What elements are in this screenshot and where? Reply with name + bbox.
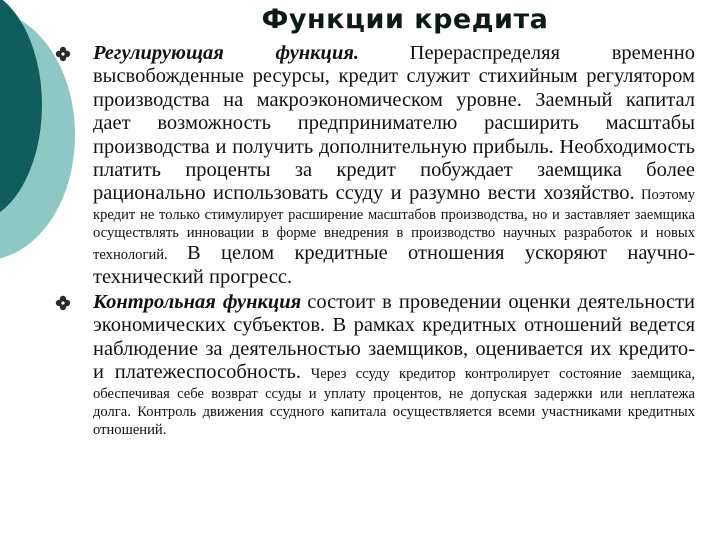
text-control-small: Через ссуду кредитор контролирует состояние заемщика, обеспечивая себе возврат ссуды и уплату процентов, не допуская задержки или неплатежа долга. Контроль движения ссудного капитала осуществляется всеми участниками кредитных отношений. — [93, 366, 695, 439]
bullet-icon — [55, 295, 71, 311]
content-list — [55, 42, 695, 439]
bullet-icon — [55, 46, 71, 62]
text-regulating-small: Поэтому кредит не только стимулирует расширение масштабов производства, но и заставляет заемщика осуществлять инновации в форме внедрения в производство научных разработок и новых технологий. — [93, 187, 695, 264]
term-regulating: Регулирующая функция. — [93, 42, 360, 64]
text-regulating-main: Перераспределяя временно высвобожденные ресурсы, кредит служит стихийным регулятором производства на макроэкономическом уровне. Заемный капитал дает возможность предпринимателю расширить масштабы производства и получить дополнительную прибыль. Необходимость платить проценты за кредит побуждает заемщика более рационально использовать ссуду и разумно вести хозяйство. — [93, 42, 695, 205]
term-control: Контрольная функция — [93, 291, 302, 314]
text-control-main: состоит в проведении оценки деятельности экономических субъектов. В рамках кредитных отношений ведется наблюдение за деятельностью заемщиков, оценивается их кредито- и платежеспособность. — [93, 291, 696, 384]
text-regulating-tail: В целом кредитные отношения ускоряют научно-технический прогресс. — [93, 242, 696, 288]
list-item-control — [55, 291, 695, 439]
list-item-regulating — [55, 42, 695, 289]
slide-title: Функции кредита — [261, 4, 549, 35]
